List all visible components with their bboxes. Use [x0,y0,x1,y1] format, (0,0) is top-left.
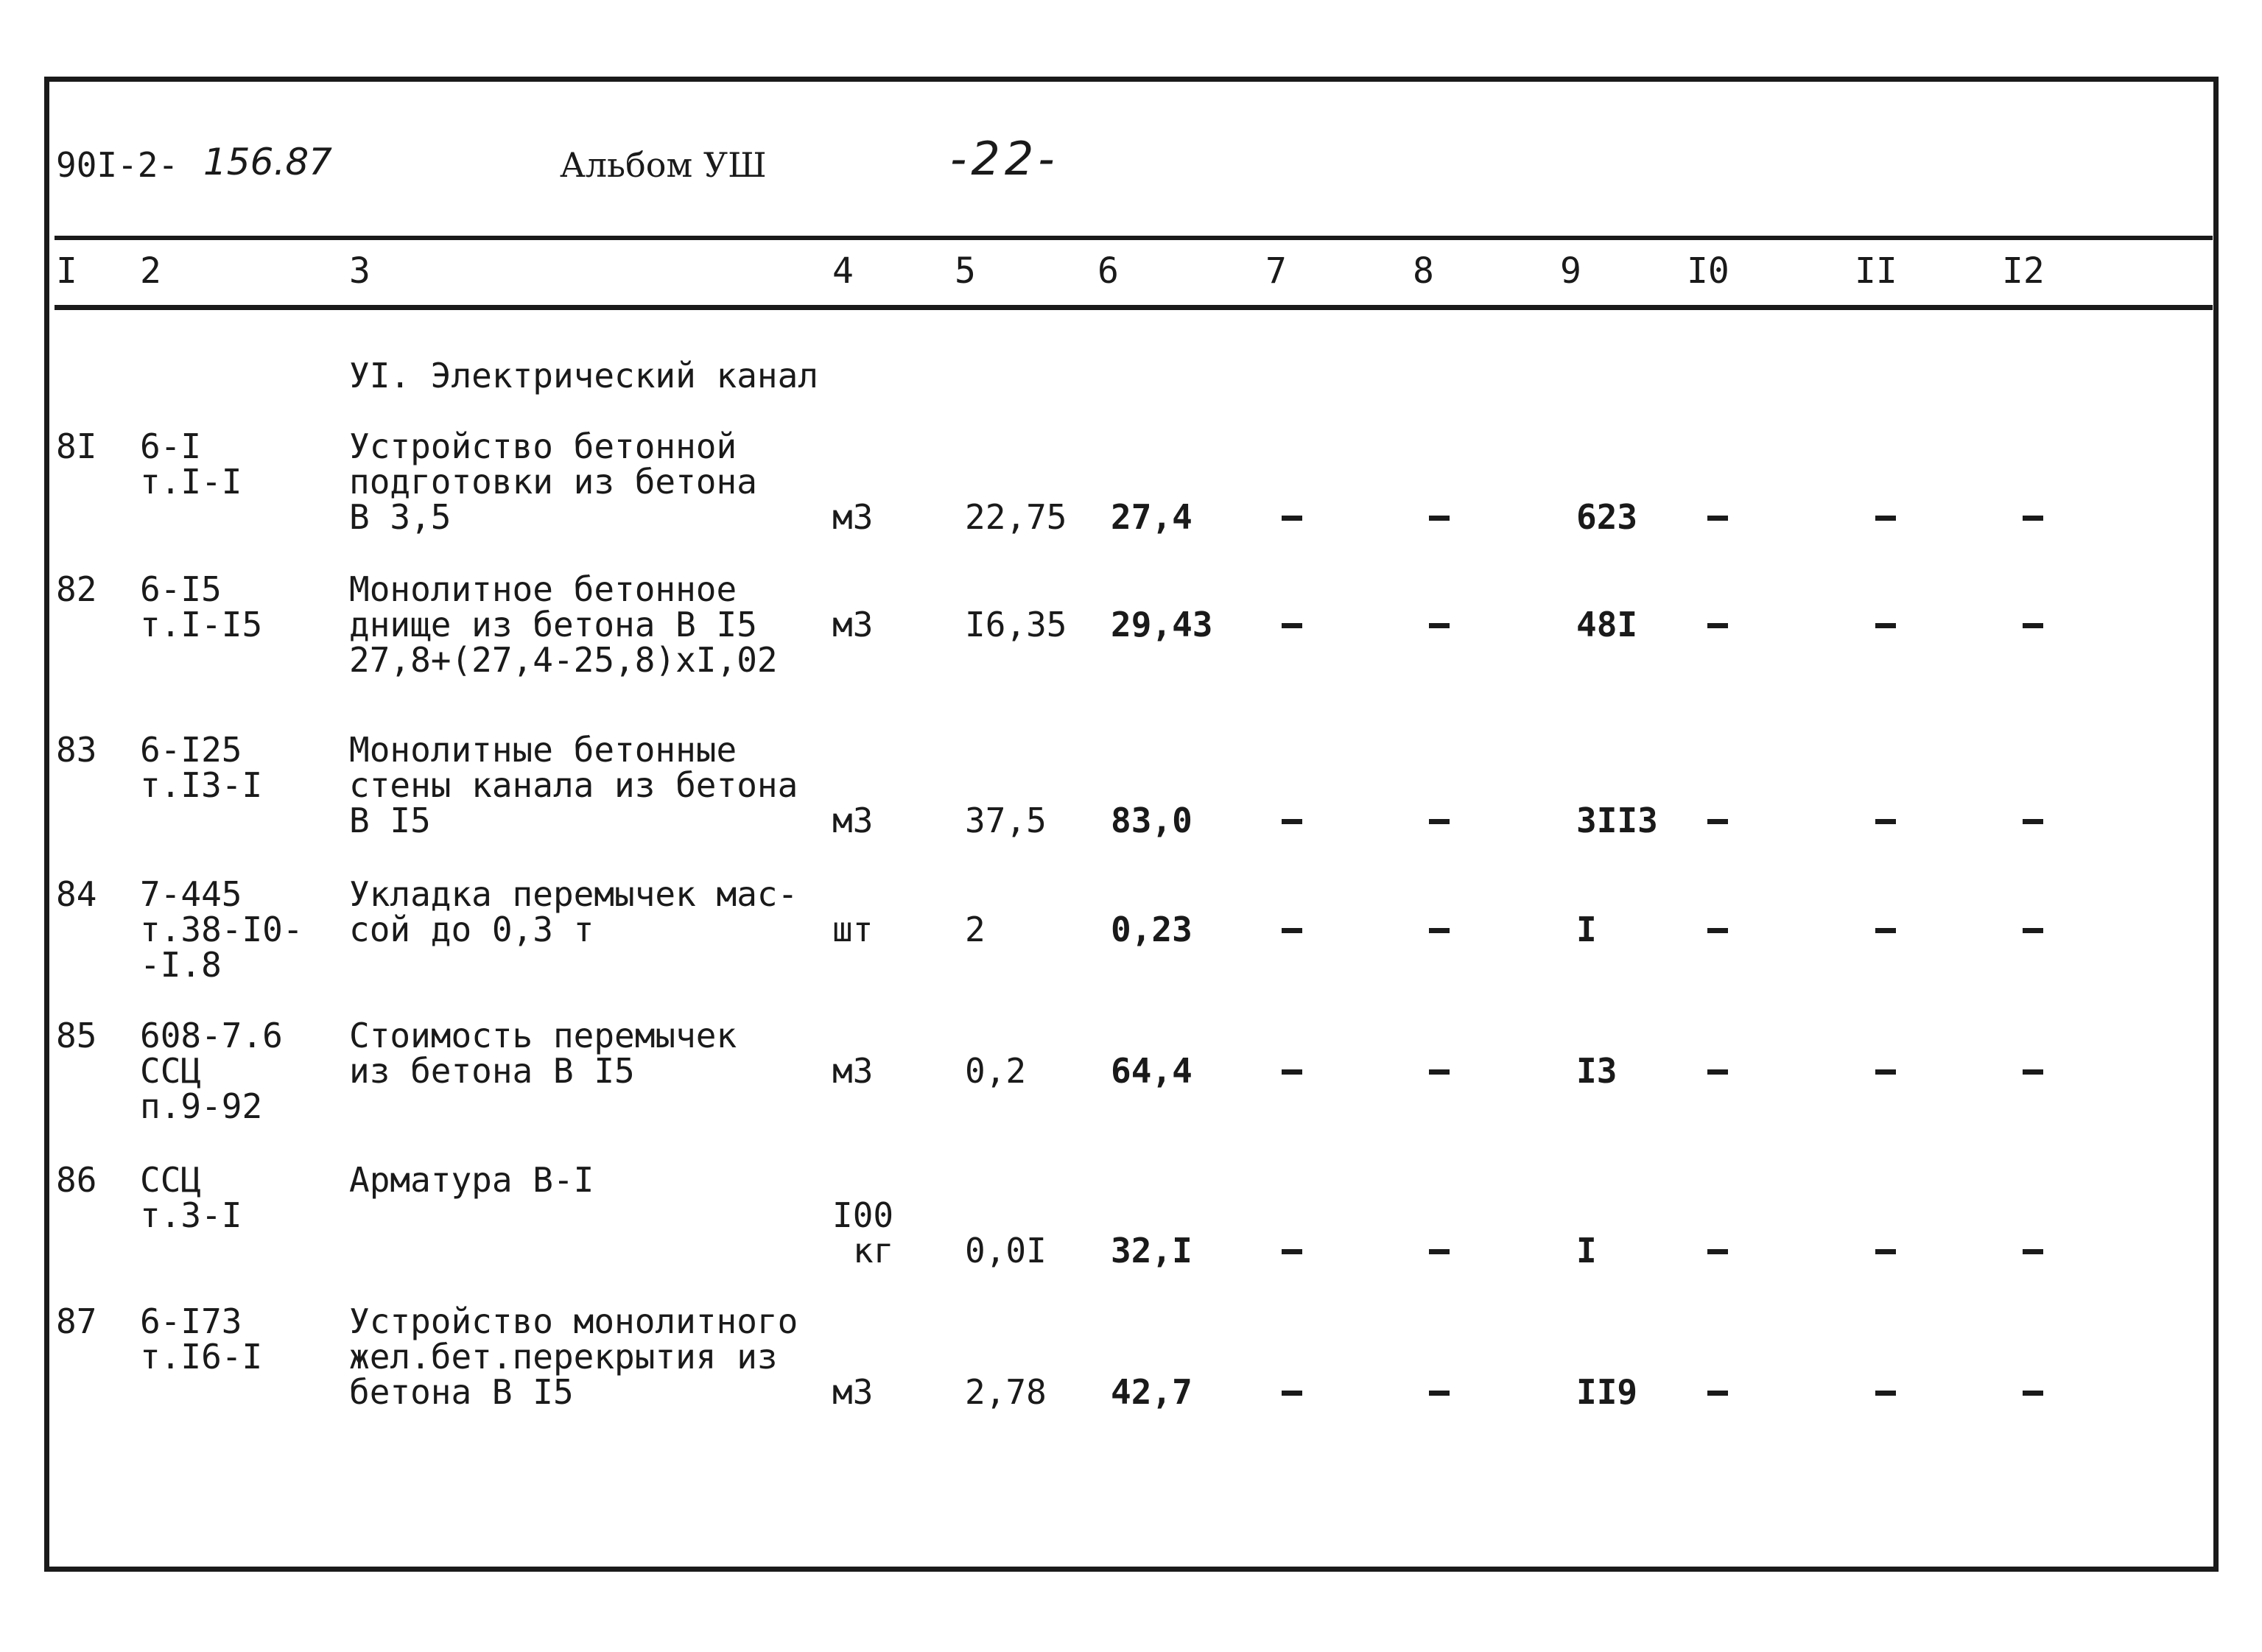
work-description: днище из бетона В I5 [349,605,757,644]
work-description: Арматура В-I [349,1160,594,1200]
column-10-value [1707,819,1728,824]
unit: I00 [832,1195,894,1235]
norm-code: ССЦ [140,1160,202,1200]
norm-code: т.38-I0- [140,910,303,949]
work-description: из бетона В I5 [349,1051,635,1091]
work-description: Укладка перемычек мас- [349,874,798,914]
total-cost: I [1576,910,1597,949]
row-number: 82 [56,569,97,609]
column-7-value [1282,1249,1302,1254]
norm-code: 7-445 [140,874,242,914]
column-number: I [56,250,77,292]
column-12-value [2023,1069,2043,1075]
row-number: 84 [56,874,97,914]
section-title: УI. Электрический канал [349,356,818,396]
work-description: В 3,5 [349,497,452,537]
column-number: 7 [1265,250,1287,292]
row-number: 8I [56,426,97,466]
column-8-value [1429,1069,1450,1075]
norm-code: -I.8 [140,945,222,985]
column-number: I2 [2002,250,2045,292]
column-10-value [1707,1249,1728,1254]
quantity: 37,5 [965,801,1047,840]
total-cost: 48I [1576,605,1638,644]
unit-price: 29,43 [1111,605,1213,644]
work-description: В I5 [349,801,431,840]
norm-code: т.3-I [140,1195,242,1235]
column-11-value [1875,819,1896,824]
quantity: 0,0I [965,1231,1047,1270]
unit-price: 64,4 [1111,1051,1193,1091]
unit-price: 0,23 [1111,910,1193,949]
unit: м3 [832,801,874,840]
unit-price: 42,7 [1111,1372,1193,1412]
album-label: Альбом УШ [560,145,767,185]
total-cost: II9 [1576,1372,1638,1412]
norm-code: т.I6-I [140,1337,263,1377]
column-number: 8 [1413,250,1434,292]
total-cost: I3 [1576,1051,1618,1091]
column-8-value [1429,516,1450,521]
work-description: Стоимость перемычек [349,1016,737,1055]
total-cost: 3II3 [1576,801,1658,840]
row-number: 83 [56,730,97,770]
column-11-value [1875,1249,1896,1254]
unit-price: 32,I [1111,1231,1193,1270]
quantity: 0,2 [965,1051,1027,1091]
column-7-value [1282,623,1302,628]
column-number: 2 [140,250,161,292]
column-11-value [1875,928,1896,933]
total-cost: I [1576,1231,1597,1270]
norm-code: ССЦ [140,1051,202,1091]
column-11-value [1875,1391,1896,1396]
work-description: Устройство монолитного [349,1301,798,1341]
column-10-value [1707,516,1728,521]
column-12-value [2023,928,2043,933]
column-10-value [1707,928,1728,933]
row-number: 86 [56,1160,97,1200]
unit: м3 [832,497,874,537]
unit: м3 [832,605,874,644]
quantity: 22,75 [965,497,1067,537]
column-10-value [1707,1391,1728,1396]
column-8-value [1429,623,1450,628]
quantity: I6,35 [965,605,1067,644]
column-8-value [1429,1391,1450,1396]
column-number: 6 [1097,250,1119,292]
column-12-value [2023,819,2043,824]
column-number: 5 [955,250,976,292]
unit-price: 27,4 [1111,497,1193,537]
column-7-value [1282,928,1302,933]
unit: шт [832,910,874,949]
column-10-value [1707,623,1728,628]
work-description: подготовки из бетона [349,462,757,502]
work-description: Устройство бетонной [349,426,737,466]
unit-price: 83,0 [1111,801,1193,840]
work-description: стены канала из бетона [349,765,798,805]
norm-code: п.9-92 [140,1086,263,1126]
unit: м3 [832,1051,874,1091]
quantity: 2,78 [965,1372,1047,1412]
quantity: 2 [965,910,986,949]
norm-code: т.I-I [140,462,242,502]
norm-code: 6-I [140,426,202,466]
work-description: Монолитные бетонные [349,730,737,770]
column-12-value [2023,1391,2043,1396]
column-11-value [1875,623,1896,628]
work-description: бетона В I5 [349,1372,574,1412]
column-12-value [2023,516,2043,521]
work-description: жел.бет.перекрытия из [349,1337,778,1377]
column-11-value [1875,1069,1896,1075]
unit: кг [853,1231,894,1270]
norm-code: 608-7.6 [140,1016,283,1055]
total-cost: 623 [1576,497,1638,537]
column-number: 3 [349,250,370,292]
row-number: 87 [56,1301,97,1341]
row-number: 85 [56,1016,97,1055]
unit: м3 [832,1372,874,1412]
header-rule-bottom [55,305,2213,310]
column-12-value [2023,1249,2043,1254]
column-8-value [1429,928,1450,933]
column-8-value [1429,819,1450,824]
column-7-value [1282,1391,1302,1396]
column-11-value [1875,516,1896,521]
doc-code: 90I-2- [56,145,179,185]
work-description: Монолитное бетонное [349,569,737,609]
column-7-value [1282,1069,1302,1075]
column-7-value [1282,819,1302,824]
column-number: 9 [1560,250,1581,292]
column-number: I0 [1687,250,1729,292]
norm-code: 6-I5 [140,569,222,609]
work-description: сой до 0,3 т [349,910,594,949]
column-10-value [1707,1069,1728,1075]
column-8-value [1429,1249,1450,1254]
header-rule-top [55,236,2213,240]
norm-code: т.I-I5 [140,605,263,644]
doc-code-handwritten: 156.87 [203,141,332,183]
page-number: -22- [950,132,1059,186]
column-12-value [2023,623,2043,628]
column-number: II [1855,250,1897,292]
column-7-value [1282,516,1302,521]
norm-code: 6-I73 [140,1301,242,1341]
work-description: 27,8+(27,4-25,8)xI,02 [349,640,778,680]
norm-code: 6-I25 [140,730,242,770]
norm-code: т.I3-I [140,765,263,805]
column-number: 4 [832,250,854,292]
